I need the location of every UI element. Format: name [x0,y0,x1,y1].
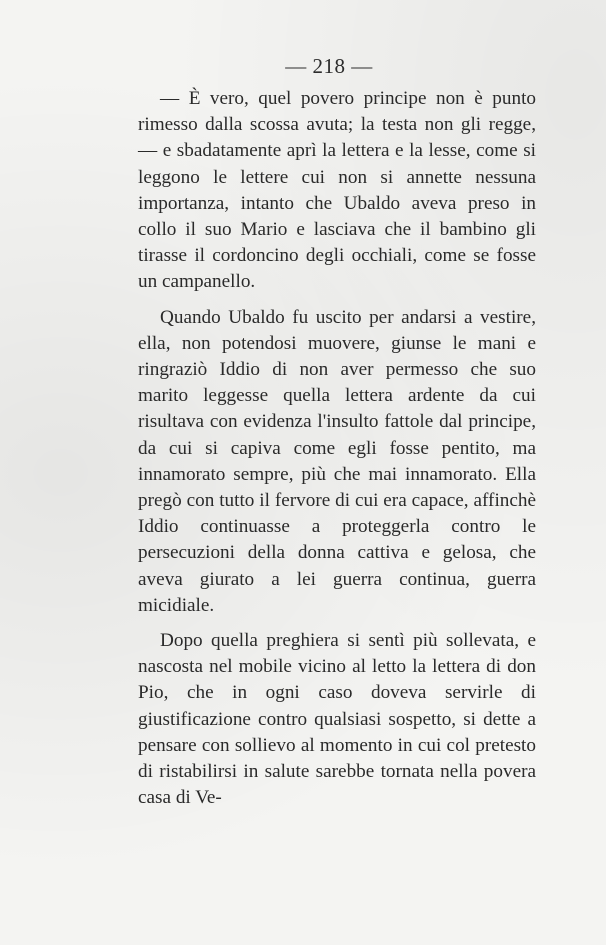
body-text [138,86,536,820]
paragraph-2: Quando Ubaldo fu uscito per andarsi a vestire, ella, non potendosi muovere, giunse le mani e ringraziò Iddio di non aver permesso che suo marito leggesse quella lettera ardente da cui risultava con evidenza l'insulto fattole dal principe, da cui si capiva come egli fosse pentito, ma innamorato sempre, più che mai innamorato. Ella pregò con tutto il fervore di cui era capace, affinchè Iddio continuasse a proteggerla contro le persecuzioni della donna cattiva e gelosa, che aveva giurato a lei guerra continua, guerra micidiale. [138,306,536,616]
page-number: — 218 — [285,54,373,78]
paragraph-3: Dopo quella preghiera si sentì più sollevata, e nascosta nel mobile vicino al letto la lettera di don Pio, che in ogni caso doveva servirle di giustificazione contro qualsiasi sospetto, si dette a pensare con sollievo al momento in cui col pretesto di ristabilirsi in salute sarebbe tornata nella povera casa di Ve- [138,630,536,809]
paragraph-1: — È vero, quel povero principe non è punto rimesso dalla scossa avuta; la testa non gli regge, — e sbadatamente aprì la lettera e la lesse, come si leggono le lettere cui non si annette nessuna importanza, intanto che Ubaldo aveva preso in collo il suo Mario e lasciava che il bambino gli tirasse il cordoncino degli occhiali, come se fosse un campanello. [138,88,536,293]
